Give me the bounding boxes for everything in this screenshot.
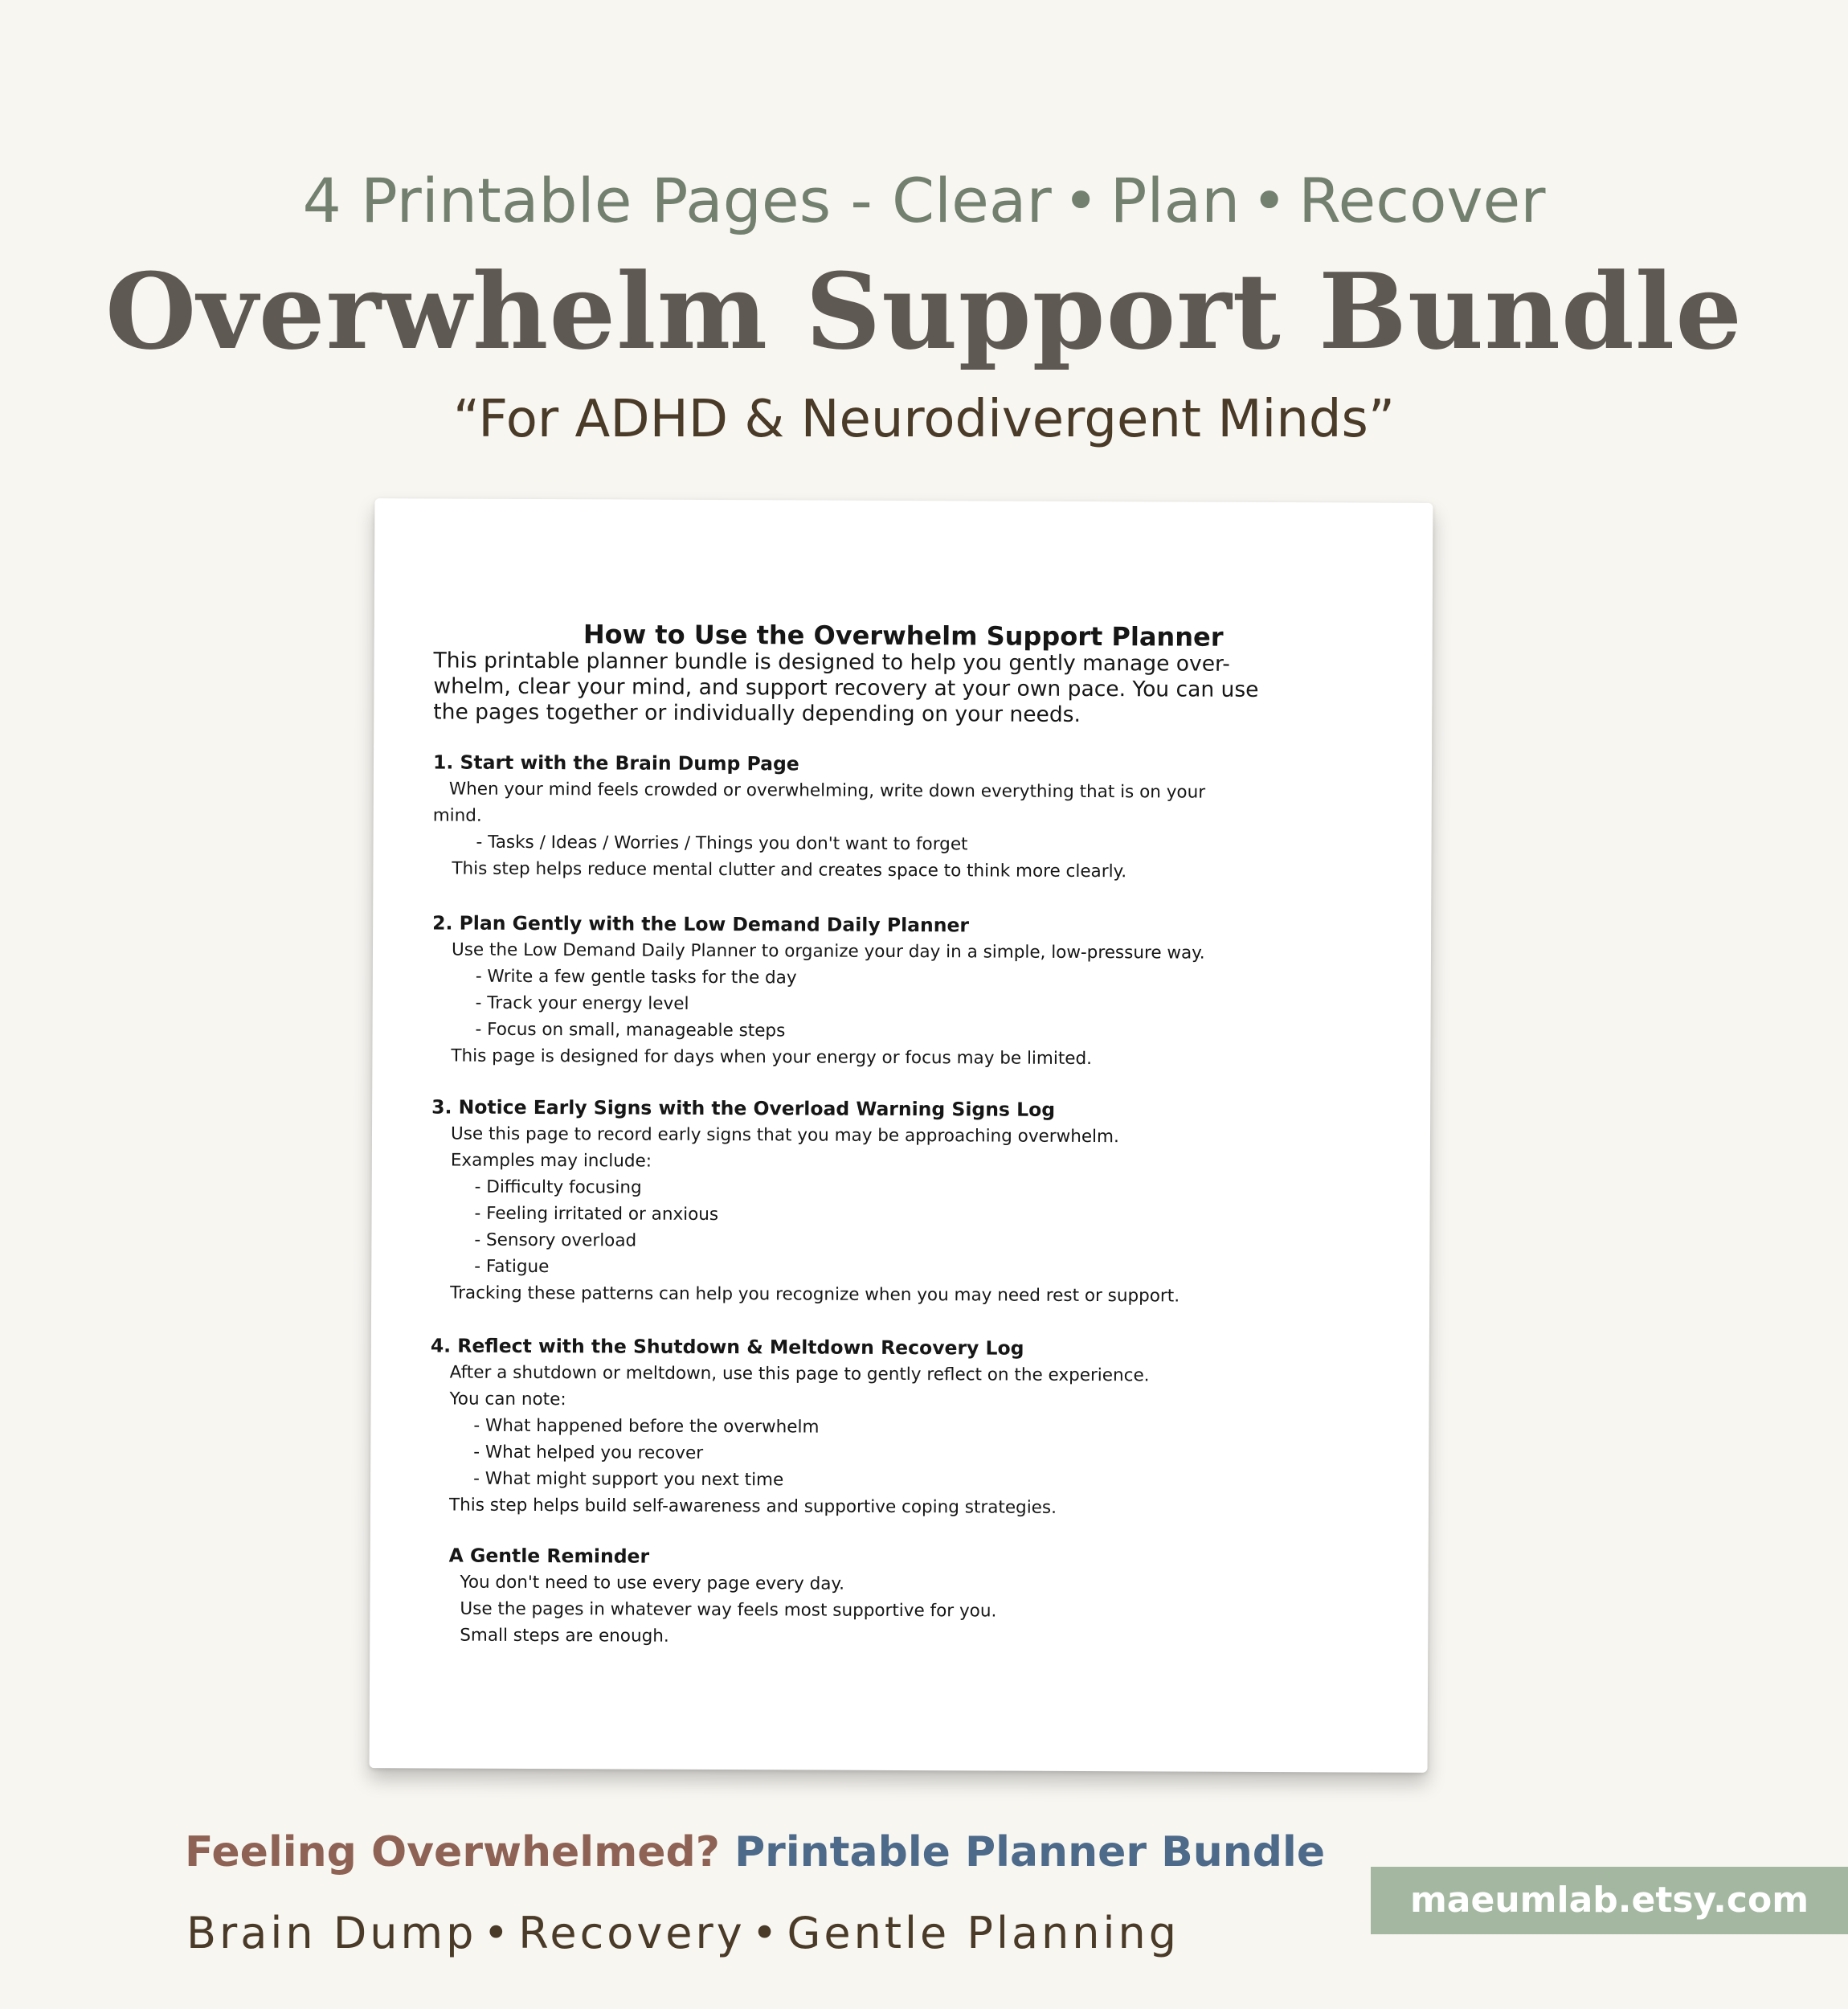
bullet-dot: •: [483, 1908, 513, 1958]
shop-url-badge[interactable]: maeumlab.etsy.com: [1371, 1867, 1848, 1934]
section-heading: 4. Reflect with the Shutdown & Meltdown Recovery Log: [430, 1334, 1024, 1360]
feature-item: Recovery: [518, 1908, 746, 1958]
document-preview: [370, 498, 1433, 1773]
section-line: This page is designed for days when your energy or focus may be limited.: [451, 1045, 1093, 1070]
section-line: mind.: [432, 805, 482, 826]
section-heading: 2. Plan Gently with the Low Demand Daily Planner: [432, 911, 970, 937]
section-heading: 1. Start with the Brain Dump Page: [432, 751, 799, 775]
section-heading: 3. Notice Early Signs with the Overload Warning Signs Log: [431, 1095, 1056, 1121]
section-heading: A Gentle Reminder: [448, 1544, 650, 1568]
section-line: Use the pages in whatever way feels most supportive for you.: [460, 1598, 997, 1622]
section-daily-planner: [431, 910, 1396, 1073]
section-list-item: - Difficulty focusing: [474, 1176, 642, 1198]
intro-line: whelm, clear your mind, and support recovery at your own pace. You can use: [433, 673, 1259, 702]
section-line: You can note:: [449, 1389, 566, 1410]
bullet-dot: •: [1062, 165, 1099, 236]
section-line: This step helps build self-awareness and supportive coping strategies.: [448, 1495, 1057, 1518]
section-list-item: - Write a few gentle tasks for the day: [475, 966, 797, 988]
section-list-item: - Focus on small, manageable steps: [475, 1019, 786, 1041]
feature-item: Gentle Planning: [787, 1908, 1180, 1958]
top-line-part2: Plan: [1110, 165, 1241, 236]
feature-item: Brain Dump: [186, 1908, 477, 1958]
section-line: When your mind feels crowded or overwhelming, write down everything that is on your: [448, 779, 1206, 803]
bullet-dot: •: [751, 1908, 781, 1958]
section-warning-signs: [431, 1094, 1396, 1310]
document-title: How to Use the Overwhelm Support Planner: [583, 619, 1224, 653]
top-line-part1: 4 Printable Pages - Clear: [302, 165, 1052, 236]
section-list-item: - What happened before the overwhelm: [473, 1415, 820, 1438]
section-list-item: - What might support you next time: [473, 1468, 784, 1491]
section-list-item: - What helped you recover: [473, 1442, 704, 1463]
section-list-item: - Feeling irritated or anxious: [474, 1203, 719, 1225]
tagline-question: Feeling Overwhelmed?: [185, 1828, 720, 1876]
section-line: Small steps are enough.: [460, 1625, 669, 1647]
section-brain-dump: [432, 749, 1397, 886]
footer-tagline: [185, 1824, 1325, 1880]
bullet-dot: •: [1251, 165, 1288, 236]
tagline-product: Printable Planner Bundle: [734, 1828, 1326, 1876]
section-recovery-log: [430, 1332, 1395, 1522]
section-line: Use this page to record early signs that you may be approaching overwhelm.: [450, 1123, 1119, 1148]
document-intro: [433, 648, 1381, 729]
section-line: After a shutdown or meltdown, use this page to gently reflect on the experience.: [449, 1362, 1150, 1386]
section-line: Use the Low Demand Daily Planner to organize your day in a simple, low-pressure way.: [451, 939, 1205, 964]
intro-line: This printable planner bundle is designed to help you gently manage over-: [433, 648, 1230, 677]
section-line: You don't need to use every page every day.: [460, 1572, 844, 1594]
section-line: This step helps reduce mental clutter and creates space to think more clearly.: [452, 858, 1127, 882]
section-list-item: - Track your energy level: [475, 992, 689, 1014]
page-title: Overwhelm Support Bundle: [105, 250, 1743, 373]
section-list-item: - Tasks / Ideas / Worries / Things you don't want to forget: [476, 832, 968, 855]
top-line: [0, 161, 1848, 241]
top-line-part3: Recover: [1298, 165, 1546, 236]
footer-features: [186, 1905, 1180, 1962]
section-line: Tracking these patterns can help you recognize when you may need rest or support.: [450, 1283, 1180, 1307]
section-list-item: - Sensory overload: [474, 1230, 637, 1251]
intro-line: the pages together or individually depending on your needs.: [433, 699, 1081, 727]
page-subtitle: “For ADHD & Neurodivergent Minds”: [453, 390, 1395, 449]
section-list-item: - Fatigue: [474, 1256, 550, 1278]
section-gentle-reminder: [448, 1543, 1413, 1653]
section-line: Examples may include:: [450, 1150, 652, 1172]
